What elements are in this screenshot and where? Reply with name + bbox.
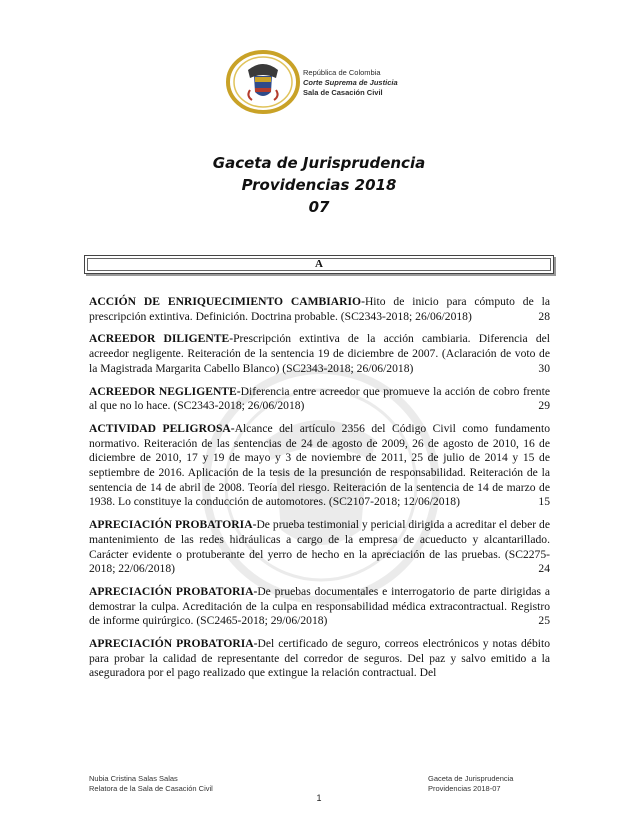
entry-term: APRECIACIÓN PROBATORIA- [89,637,258,651]
entry-text: Hito de inicio para cómputo de la prescripción extintiva. Definición. Doctrina probable. (SC2343-2018; 26/06/2018) [89,295,550,323]
entry-page: 30 [538,361,550,375]
entry-term: ACTIVIDAD PELIGROSA- [89,421,235,435]
index-entries [89,295,550,689]
footer-author [89,774,213,794]
entry-text: De pruebas documentales e interrogatorio de parte dirigidas a demostrar la culpa. Acreditación de la culpa en responsabilidad médica extracontractual. Registro de informe quirúrgico. (SC2465-2018; 29/06/2018) [89,584,550,628]
entry-text: De prueba testimonial y pericial dirigida a acreditar el deber de mantenimiento de las redes hidráulicas a cargo de la empresa de acueducto y alcantarillado. Carácter evidente o protuberante del yerro de hecho en la apreciación de las pruebas. (SC2275-2018; 22/06/2018) [89,518,550,576]
index-entry [89,385,550,414]
court-seal-logo [226,50,300,114]
section-letter: A [87,258,551,271]
entry-page: 24 [538,562,550,576]
index-entry [89,332,550,376]
entry-page: 25 [538,614,550,628]
footer-author-name: Nubia Cristina Salas Salas [89,774,178,783]
entry-term: ACCIÓN DE ENRIQUECIMIENTO CAMBIARIO- [89,295,365,308]
entry-text: Alcance del artículo 2356 del Código Civil como fundamento normativo. Reiteración de las sentencias de 24 de agosto de 2009, 26 de agosto de 2010, 16 de diciembre de 2010, 17 y 19 de mayo y 3 de noviembre de 2011, 25 de julio de 2014 y 15 de septiembre de 2016. Aplicación de la tesis de la presunción de responsabilidad. Reiteración de la sentencia de 14 de abril de 2008. Teoría del riesgo. Reiteración de la sentencia de 14 de marzo de 1938. Lo constituye la conducción de automotores. (SC2107-2018; 12/06/2018) [89,421,550,509]
footer-publication [428,774,513,794]
header-court: Corte Suprema de Justicia [303,78,398,87]
title-line-3: 07 [308,198,330,216]
entry-term: ACREEDOR NEGLIGENTE- [89,384,241,398]
index-entry [89,422,550,510]
index-entry [89,637,550,681]
entry-term: APRECIACIÓN PROBATORIA- [89,584,258,598]
footer-publication-issue: Providencias 2018-07 [428,784,501,793]
index-entry [89,585,550,629]
title-line-2: Providencias 2018 [241,176,397,194]
entry-page: 15 [538,495,550,509]
entry-page: 28 [538,309,550,323]
footer-author-role: Relatora de la Sala de Casación Civil [89,784,213,793]
document-title [0,152,638,218]
footer-publication-name: Gaceta de Jurisprudencia [428,774,514,783]
header-country: República de Colombia [303,68,381,77]
entry-text: Prescripción extintiva de la acción cambiaria. Diferencia del acreedor negligente. Reiteración de la sentencia 19 de diciembre de 2007. (Aclaración de voto de la Magistrada Margarita Cabello Blanco) (SC2343-2018; 26/06/2018) [89,332,550,375]
entry-text: Del certificado de seguro, correos electrónicos y notas débito para probar la calidad de representante del corredor de seguros. Del paz y salvo emitido a la aseguradora por el pago realizado que extingue la relación contractual. Del [89,637,550,680]
entry-text: Diferencia entre acreedor que promueve la acción de cobro frente al que no lo hace. (SC2343-2018; 26/06/2018) [89,384,550,413]
entry-term: APRECIACIÓN PROBATORIA- [89,518,257,532]
index-entry [89,518,550,577]
index-entry [89,295,550,324]
section-letter-bar [84,255,554,274]
entry-page: 29 [538,399,550,413]
institution-header [303,68,398,98]
header-chamber: Sala de Casación Civil [303,88,383,97]
title-line-1: Gaceta de Jurisprudencia [212,154,426,172]
page-number: 1 [316,793,322,803]
entry-term: ACREEDOR DILIGENTE- [89,332,234,346]
